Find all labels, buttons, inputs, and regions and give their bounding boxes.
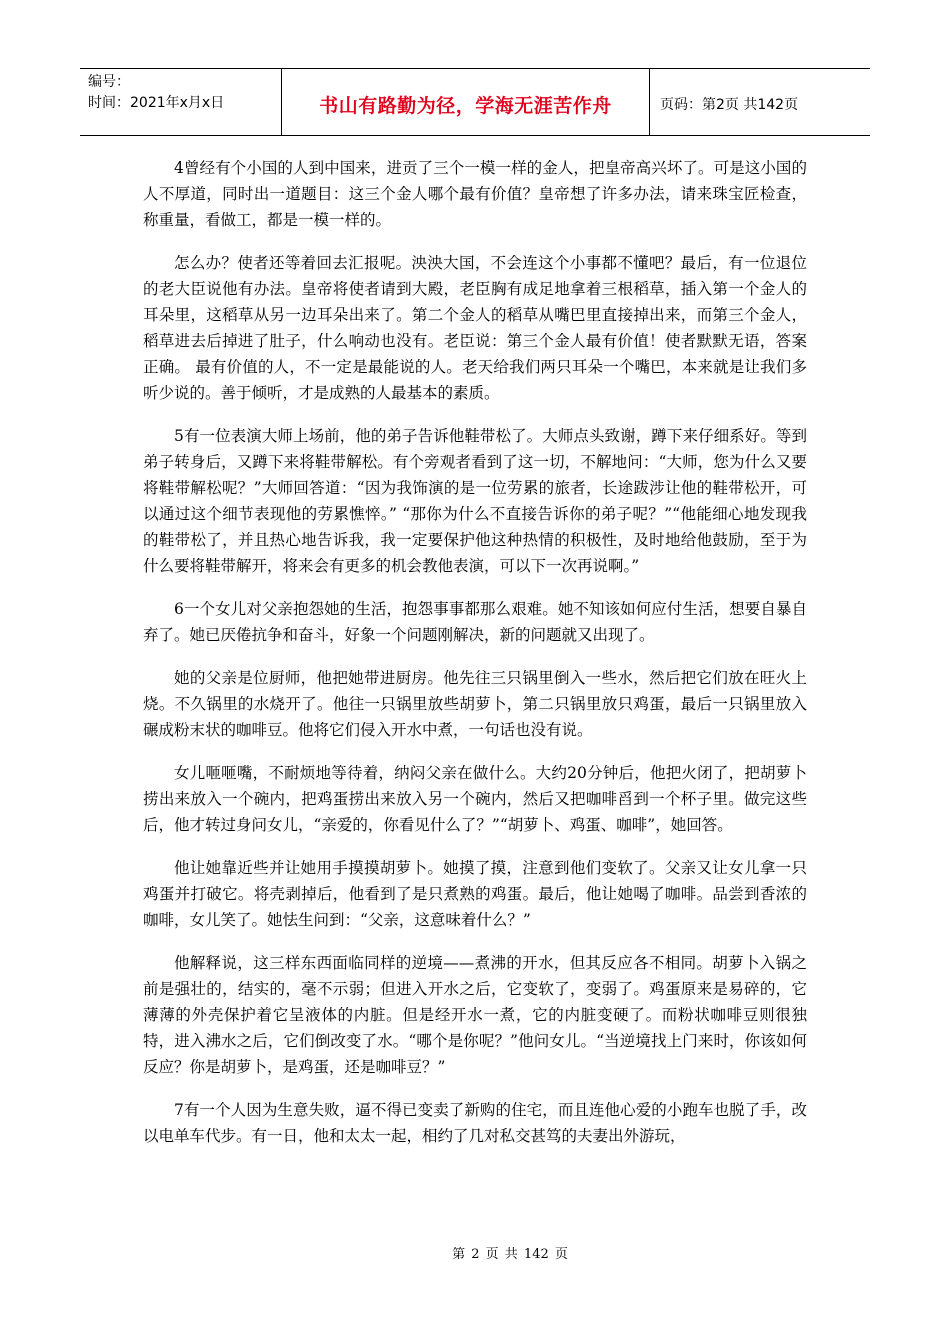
paragraph: 7有一个人因为生意失败，逼不得已变卖了新购的住宅，而且连他心爱的小跑车也脱了手，改以电单车代步。有一日，他和太太一起，相约了几对私交甚笃的夫妻出外游玩， [143, 1101, 807, 1145]
page-footer: 第 2 页 共 142 页 [452, 1247, 568, 1262]
paragraph: 他解释说，这三样东西面临同样的逆境——煮沸的开水，但其反应各不相同。胡萝卜入锅之前是强壮的，结实的，毫不示弱；但进入开水之后，它变软了，变弱了。鸡蛋原来是易碎的，它薄薄的外壳保护着它呈液体的内脏。但是经开水一煮，它的内脏变硬了。而粉状咖啡豆则很独特，进入沸水之后，它们倒改变了水。“哪个是你呢？”他问女儿。“当逆境找上门来时，你该如何反应？你是胡萝卜，是鸡蛋，还是咖啡豆？” [143, 954, 807, 1076]
header-page-label: 页码：第2页 共142页 [660, 97, 799, 113]
document-date-label: 时间：2021年x月x日 [88, 95, 225, 111]
paragraph: 她的父亲是位厨师，他把她带进厨房。他先往三只锅里倒入一些水，然后把它们放在旺火上烧。不久锅里的水烧开了。他往一只锅里放些胡萝卜，第二只锅里放只鸡蛋，最后一只锅里放入碾成粉末状的咖啡豆。他将它们侵入开水中煮，一句话也没有说。 [143, 669, 807, 739]
paragraph: 女儿咂咂嘴，不耐烦地等待着，纳闷父亲在做什么。大约20分钟后，他把火闭了，把胡萝卜捞出来放入一个碗内，把鸡蛋捞出来放入另一个碗内，然后又把咖啡舀到一个杯子里。做完这些后，他才转过身问女儿，“亲爱的，你看见什么了？”“胡萝卜、鸡蛋、咖啡”，她回答。 [143, 764, 807, 834]
header-motto: 书山有路勤为径，学海无涯苦作舟 [282, 69, 650, 135]
paragraph: 5有一位表演大师上场前，他的弟子告诉他鞋带松了。大师点头致谢，蹲下来仔细系好。等到弟子转身后，又蹲下来将鞋带解松。有个旁观者看到了这一切，不解地问：“大师，您为什么又要将鞋带解松呢？”大师回答道：“因为我饰演的是一位劳累的旅者，长途跋涉让他的鞋带松开，可以通过这个细节表现他的劳累憔悴。” “那你为什么不直接告诉你的弟子呢？”“他能细心地发现我的鞋带松了，并且热心地告诉我，我一定要保护他这种热情的积极性，及时地给他鼓励，至于为什么要将鞋带解开，将来会有更多的机会教他表演，可以下一次再说啊。” [143, 427, 807, 575]
paragraph: 他让她靠近些并让她用手摸摸胡萝卜。她摸了摸，注意到他们变软了。父亲又让女儿拿一只鸡蛋并打破它。将壳剥掉后，他看到了是只煮熟的鸡蛋。最后，他让她喝了咖啡。品尝到香浓的咖啡，女儿笑了。她怯生问到：“父亲，这意味着什么？” [143, 859, 807, 929]
document-body [143, 155, 807, 1166]
paragraph: 4曾经有个小国的人到中国来，进贡了三个一模一样的金人，把皇帝高兴坏了。可是这小国的人不厚道，同时出一道题目：这三个金人哪个最有价值？皇帝想了许多办法，请来珠宝匠检查，称重量，看做工，都是一模一样的。 [143, 159, 807, 229]
paragraph: 6一个女儿对父亲抱怨她的生活，抱怨事事都那么艰难。她不知该如何应付生活，想要自暴自弃了。她已厌倦抗争和奋斗，好象一个问题刚解决，新的问题就又出现了。 [143, 600, 807, 644]
paragraph: 怎么办？使者还等着回去汇报呢。泱泱大国，不会连这个小事都不懂吧？最后，有一位退位的老大臣说他有办法。皇帝将使者请到大殿，老臣胸有成足地拿着三根稻草，插入第一个金人的耳朵里，这稻草从另一边耳朵出来了。第二个金人的稻草从嘴巴里直接掉出来，而第三个金人，稻草进去后掉进了肚子，什么响动也没有。老臣说：第三个金人最有价值！使者默默无语，答案正确。 最有价值的人，不一定是最能说的人。老天给我们两只耳朵一个嘴巴，本来就是让我们多听少说的。善于倾听，才是成熟的人最基本的素质。 [143, 254, 807, 402]
header-meta [80, 69, 282, 135]
document-number-label: 编号： [88, 74, 130, 90]
page-header [80, 68, 870, 136]
